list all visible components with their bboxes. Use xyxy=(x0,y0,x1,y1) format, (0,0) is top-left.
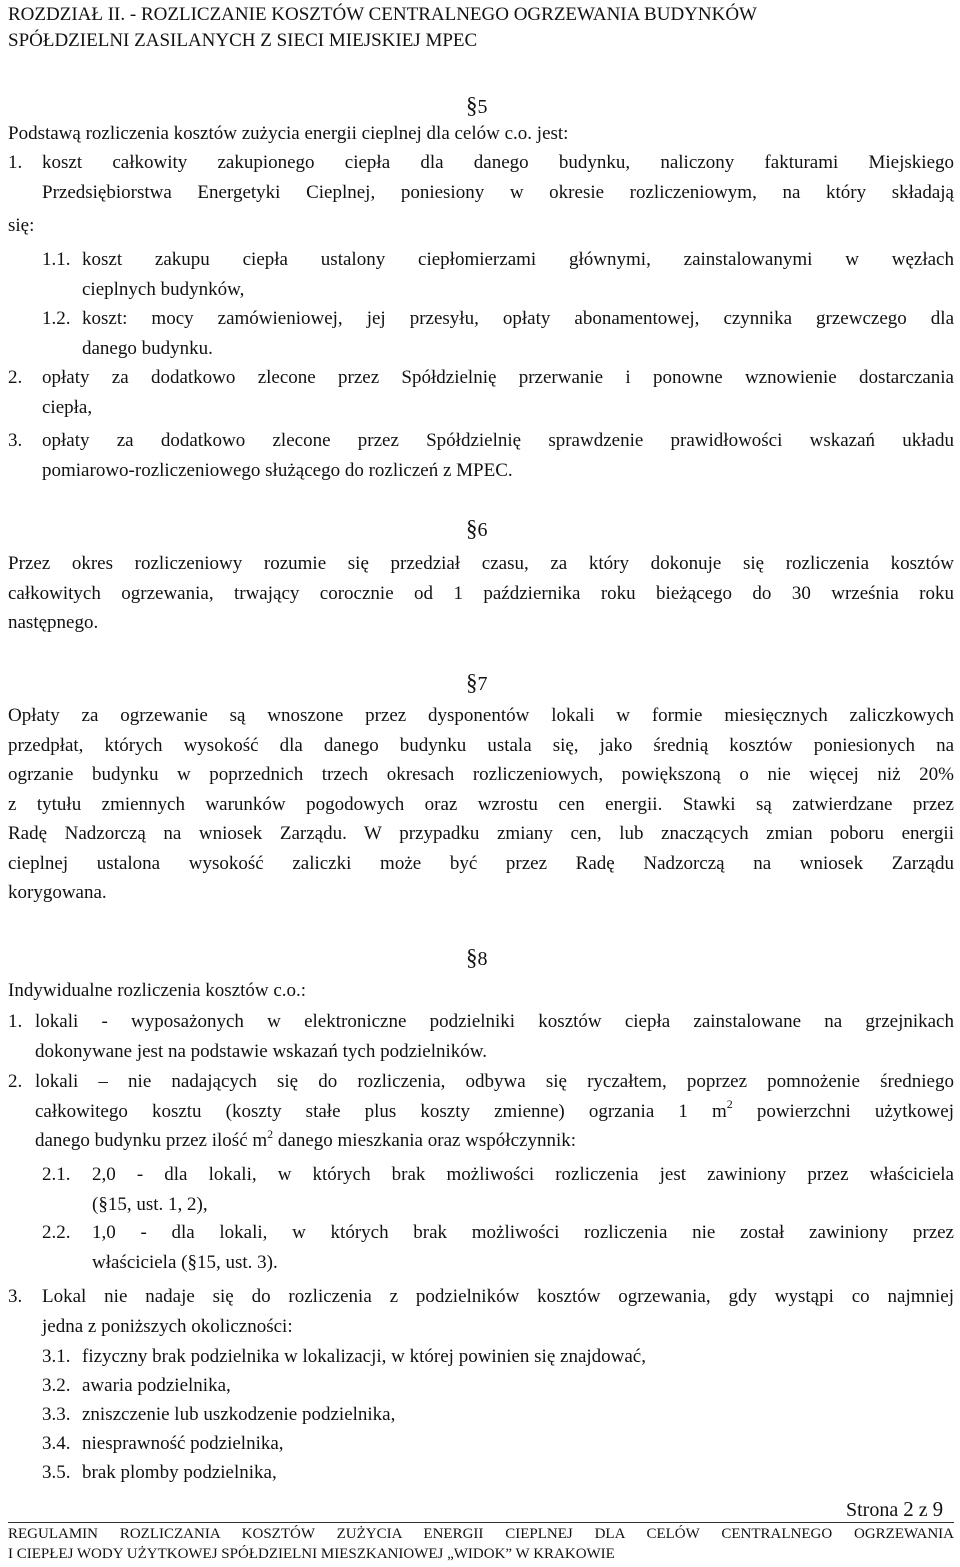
section-5-heading xyxy=(466,94,488,119)
section-7-paragraph xyxy=(8,701,954,908)
item-number: 2. xyxy=(8,367,23,388)
paragraph-line: z tytułu zmiennych warunków pogodowych oraz wzrostu cen energii. Stawki są zatwierdzane przez xyxy=(8,793,954,815)
item-text-line: (§15, ust. 1, 2), xyxy=(92,1193,208,1215)
section-number: 6 xyxy=(477,519,488,541)
item-text xyxy=(42,363,954,422)
item-text: awaria podzielnika, xyxy=(82,1375,231,1396)
paragraph-line: Przez okres rozliczeniowy rozumie się przedział czasu, za który dokonuje się rozliczenia kosztów xyxy=(8,553,954,574)
paragraph-line: ogrzanie budynku w poprzednich trzech okresach rozliczeniowych, powiększoną o nie więcej niż 20% xyxy=(8,764,954,785)
item-number: 1.2. xyxy=(42,308,71,329)
item-text: fizyczny brak podzielnika w lokalizacji, w której powinien się znajdować, xyxy=(82,1346,646,1367)
footer-divider xyxy=(8,1522,954,1523)
item-text: niesprawność podzielnika, xyxy=(82,1433,284,1454)
page-current: 2 xyxy=(903,1497,914,1521)
page-of: z xyxy=(918,1499,928,1521)
item-number: 2.2. xyxy=(42,1222,71,1243)
item-text-line: lokali - wyposażonych w elektroniczne podzielniki kosztów ciepła zainstalowane na grzejnikach xyxy=(35,1011,954,1032)
section-5-intro: Podstawą rozliczenia kosztów zużycia energii cieplnej dla celów c.o. jest: xyxy=(8,123,569,144)
section-8-intro: Indywidualne rozliczenia kosztów c.o.: xyxy=(8,980,307,1001)
item-text xyxy=(92,1218,954,1277)
superscript: 2 xyxy=(267,1126,274,1141)
item-text-line: Przedsiębiorstwa Energetyki Cieplnej, poniesiony w okresie rozliczeniowym, na który składają xyxy=(42,181,954,203)
item-text-line: lokali – nie nadających się do rozliczenia, odbywa się ryczałtem, poprzez pomnożenie średniego xyxy=(35,1071,954,1092)
page-number xyxy=(846,1497,943,1522)
item-number: 3.3. xyxy=(42,1404,71,1425)
section-7-heading xyxy=(466,671,488,696)
paragraph-line: następnego. xyxy=(8,612,99,633)
item-text: brak plomby podzielnika, xyxy=(82,1462,277,1483)
item-number: 3. xyxy=(8,430,23,451)
item-text-line: 1,0 - dla lokali, w których brak możliwości rozliczenia nie został zawiniony przez xyxy=(92,1222,954,1243)
item-number: 1.1. xyxy=(42,249,71,270)
item-text xyxy=(82,304,954,363)
item-number: 1. xyxy=(8,152,23,173)
item-text-line: cieplnych budynków, xyxy=(82,278,245,300)
item-text xyxy=(35,1067,954,1156)
chapter-heading-line2: SPÓŁDZIELNI ZASILANYCH Z SIECI MIEJSKIEJ MPEC xyxy=(8,30,478,51)
item-text-line: 2,0 - dla lokali, w których brak możliwości rozliczenia jest zawiniony przez właściciela xyxy=(92,1164,954,1185)
item-number: 3.4. xyxy=(42,1433,71,1454)
item-number: 1. xyxy=(8,1011,23,1032)
item-text-line: ciepła, xyxy=(42,396,93,418)
item-text-line: koszt zakupu ciepła ustalony ciepłomierzami głównymi, zainstalowanymi w węzłach xyxy=(82,249,954,270)
item-number: 2. xyxy=(8,1071,23,1092)
footer xyxy=(8,1524,954,1564)
item-text-line: opłaty za dodatkowo zlecone przez Spółdzielnię sprawdzenie prawidłowości wskazań układu xyxy=(42,430,954,451)
section-6-heading xyxy=(466,517,488,542)
paragraph-line: korygowana. xyxy=(8,882,107,903)
paragraph-line: Radę Nadzorczą na wniosek Zarządu. W przypadku zmiany cen, lub znaczących zmian poboru energii xyxy=(8,823,954,844)
section-5-item-1-cont: się: xyxy=(8,215,35,236)
section-sign: § xyxy=(466,516,478,541)
item-text xyxy=(42,426,954,485)
item-number: 3.2. xyxy=(42,1375,71,1396)
item-text-line: danego budynku. xyxy=(82,337,213,359)
chapter-heading xyxy=(8,2,958,54)
paragraph-line: całkowitych ogrzewania, trwający corocznie od 1 października roku bieżącego do 30 września roku xyxy=(8,582,954,604)
paragraph-line: przedpłat, których wysokość dla danego budynku ustala się, jako średnią kosztów poniesionych na xyxy=(8,734,954,756)
item-number: 3.5. xyxy=(42,1462,71,1483)
item-text-line: jedna z poniższych okoliczności: xyxy=(42,1315,293,1337)
text-fragment: danego budynku przez ilość m xyxy=(35,1130,268,1151)
text-fragment: całkowitego kosztu (koszty stałe plus koszty zmienne) ogrzania 1 m xyxy=(35,1100,727,1122)
item-text-line: pomiarowo-rozliczeniowego służącego do rozliczeń z MPEC. xyxy=(42,459,513,481)
item-text xyxy=(42,1282,954,1341)
item-text xyxy=(82,245,954,304)
text-fragment: danego mieszkania oraz współczynnik: xyxy=(273,1130,576,1151)
item-number: 2.1. xyxy=(42,1164,71,1185)
paragraph-line: Opłaty za ogrzewanie są wnoszone przez dysponentów lokali w formie miesięcznych zaliczkowych xyxy=(8,705,954,726)
item-text xyxy=(42,148,954,207)
item-text-line: dokonywane jest na podstawie wskazań tych podzielników. xyxy=(35,1040,488,1062)
item-number: 3. xyxy=(8,1286,23,1307)
section-number: 8 xyxy=(477,948,488,970)
section-sign: § xyxy=(466,670,478,695)
item-text-line xyxy=(35,1097,954,1127)
section-number: 7 xyxy=(477,673,488,695)
section-sign: § xyxy=(466,93,478,118)
text-fragment: powierzchni użytkowej xyxy=(732,1100,954,1122)
footer-line: I CIEPŁEJ WODY UŻYTKOWEJ SPÓŁDZIELNI MIESZKANIOWEJ „WIDOK” W KRAKOWIE xyxy=(8,1546,615,1562)
item-text xyxy=(35,1007,954,1066)
section-6-paragraph xyxy=(8,549,954,638)
item-number: 3.1. xyxy=(42,1346,71,1367)
item-text-line xyxy=(35,1126,954,1156)
item-text-line: koszt: mocy zamówieniowej, jej przesyłu, opłaty abonamentowej, czynnika grzewczego dla xyxy=(82,308,954,329)
page-total: 9 xyxy=(932,1497,944,1521)
chapter-heading-line1: ROZDZIAŁ II. - ROZLICZANIE KOSZTÓW CENTRALNEGO OGRZEWANIA BUDYNKÓW xyxy=(8,4,757,25)
section-sign: § xyxy=(466,945,478,970)
paragraph-line: cieplnej ustalona wysokość zaliczki może być przez Radę Nadzorczą na wniosek Zarządu xyxy=(8,852,954,874)
item-text-line: koszt całkowity zakupionego ciepła dla danego budynku, naliczony fakturami Miejskiego xyxy=(42,152,954,173)
item-text-line: właściciela (§15, ust. 3). xyxy=(92,1251,278,1273)
page-word: Strona xyxy=(846,1499,899,1521)
item-text: zniszczenie lub uszkodzenie podzielnika, xyxy=(82,1404,396,1425)
section-8-heading xyxy=(466,946,488,971)
superscript: 2 xyxy=(726,1097,733,1112)
item-text-line: Lokal nie nadaje się do rozliczenia z podzielników kosztów ogrzewania, gdy wystąpi co najmniej xyxy=(42,1286,954,1307)
section-number: 5 xyxy=(477,96,488,118)
item-text-line: opłaty za dodatkowo zlecone przez Spółdzielnię przerwanie i ponowne wznowienie dostarczania xyxy=(42,367,954,388)
item-text xyxy=(92,1160,954,1219)
footer-line: REGULAMIN ROZLICZANIA KOSZTÓW ZUŻYCIA ENERGII CIEPLNEJ DLA CELÓW CENTRALNEGO OGRZEWANIA xyxy=(8,1526,954,1542)
